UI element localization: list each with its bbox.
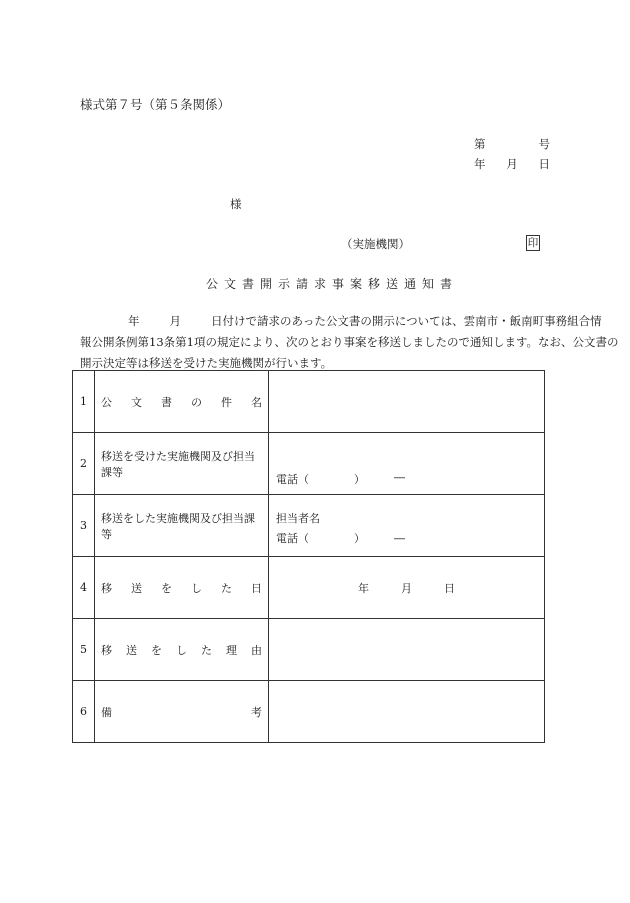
body-line-3: 開示決定等は移送を受けた実施機関が行います。 [80, 356, 333, 370]
label-char: 移 [101, 581, 112, 595]
form-number: 様式第７号（第５条関係） [80, 97, 231, 112]
label-char: 移 [101, 643, 112, 657]
body-year: 年 [128, 314, 140, 328]
label-char: を [161, 581, 172, 595]
row-label-text: 移送をした実施機関及び担当課等 [101, 511, 255, 541]
row-number: 6 [73, 681, 95, 743]
body-month: 月 [169, 314, 181, 328]
row-label [95, 495, 269, 557]
phone-paren: ） [354, 532, 365, 545]
body-text [80, 311, 619, 374]
row-number: 5 [73, 619, 95, 681]
addressee: 様 [230, 197, 242, 211]
phone-line [276, 529, 405, 549]
row-number: 4 [73, 557, 95, 619]
document-title: 公文書開示請求事案移送通知書 [206, 277, 459, 291]
date-year: 年 [474, 157, 486, 171]
form-table [72, 370, 545, 743]
seal-box: 印 [527, 237, 539, 249]
table-row [73, 371, 545, 433]
label-char: 理 [226, 643, 237, 657]
label-char: 書 [161, 395, 172, 409]
document-name-field[interactable] [269, 371, 545, 433]
table-row [73, 619, 545, 681]
label-char: し [176, 643, 187, 657]
label-char: を [151, 643, 162, 657]
agency-label: （実施機関） [341, 237, 410, 251]
body-line-1 [80, 311, 602, 332]
row-number: 2 [73, 433, 95, 495]
label-char: 件 [221, 395, 232, 409]
row-label-text: 移送を受けた実施機関及び担当課等 [101, 449, 255, 479]
phone-line [276, 471, 405, 487]
row-label [95, 557, 269, 619]
label-char: し [191, 581, 202, 595]
row-number: 1 [73, 371, 95, 433]
label-char: 備 [101, 705, 112, 719]
row-label [95, 371, 269, 433]
remarks-field[interactable] [269, 681, 545, 743]
transfer-month: 月 [401, 581, 412, 595]
receiving-agency-field[interactable] [269, 433, 545, 495]
row-number: 3 [73, 495, 95, 557]
label-char: 文 [131, 395, 142, 409]
doc-no-prefix: 第 [474, 137, 486, 151]
label-char: 名 [251, 395, 262, 409]
label-char: 送 [131, 581, 142, 595]
table-row [73, 557, 545, 619]
sending-agency-content [276, 509, 405, 549]
row-label [95, 681, 269, 743]
label-char: た [221, 581, 232, 595]
doc-no-suffix: 号 [538, 137, 550, 151]
row-label [95, 433, 269, 495]
sending-agency-field[interactable] [269, 495, 545, 557]
table-row [73, 433, 545, 495]
label-char: の [191, 395, 202, 409]
label-char: 由 [251, 643, 262, 657]
phone-label: 電話（ [276, 532, 309, 545]
date-month: 月 [506, 157, 518, 171]
transfer-year: 年 [358, 581, 369, 595]
row-label [95, 619, 269, 681]
body-line-1-text: 日付けで請求のあった公文書の開示については、雲南市・飯南町事務組合情 [211, 314, 602, 328]
table-row [73, 495, 545, 557]
label-char: 公 [101, 395, 112, 409]
transfer-date-field[interactable] [269, 557, 545, 619]
transfer-day: 日 [444, 581, 455, 595]
phone-dash: ― [394, 471, 405, 484]
transfer-reason-field[interactable] [269, 619, 545, 681]
body-line-2: 報公開条例第13条第1項の規定により、次のとおり事案を移送しましたので通知します。なお、公文書の [80, 335, 619, 349]
document-number [474, 136, 550, 152]
issue-date [474, 156, 550, 172]
table-row [73, 681, 545, 743]
label-char: た [201, 643, 212, 657]
person-in-charge-label: 担当者名 [276, 512, 320, 525]
transfer-date [269, 580, 544, 596]
phone-dash: ― [394, 532, 405, 545]
label-char: 送 [126, 643, 137, 657]
phone-paren: ） [354, 473, 365, 486]
label-char: 日 [251, 581, 262, 595]
label-char: 考 [251, 705, 262, 719]
date-day: 日 [538, 157, 550, 171]
phone-label: 電話（ [276, 473, 309, 486]
